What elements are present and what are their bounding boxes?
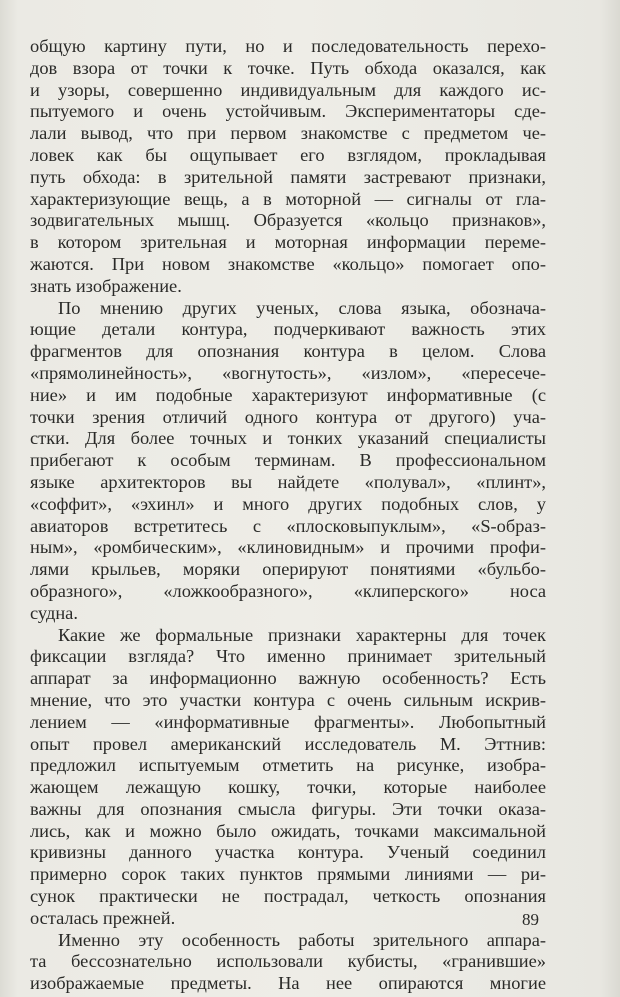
text-line: осталась прежней. [30, 907, 176, 928]
text-line: жаются. При новом знакомстве «кольцо» помогает опо- [30, 253, 546, 274]
text-line: фиксации взгляда? Что именно принимает зрительный [30, 646, 546, 667]
text-line: и узоры, совершенно индивидуальным для каждого ис- [30, 79, 546, 100]
text-line: изображаемые предметы. На нее опираются многие [30, 973, 546, 994]
paragraph-4 [30, 930, 546, 995]
text-line: ным», «ромбическим», «клиновидным» и прочими профи- [30, 537, 546, 558]
text-line: пытуемого и очень устойчивым. Экспериментаторы сде- [30, 101, 546, 122]
page-number: 89 [522, 910, 539, 929]
text-line: аппарат за информационно важную особенность? Есть [30, 668, 546, 689]
paragraph-3 [30, 625, 546, 930]
text-line: ющие детали контура, подчеркивают важность этих [30, 319, 546, 340]
text-line: фрагментов для опознания контура в целом. Слова [30, 341, 546, 362]
text-line: Какие же формальные признаки характерны для точек [58, 624, 546, 645]
text-line: лали вывод, что при первом знакомстве с предметом че- [30, 123, 546, 144]
text-line: «соффит», «эхинл» и много других подобных слов, у [30, 493, 546, 514]
text-line: зодвигательных мышц. Образуется «кольцо признаков», [30, 210, 546, 231]
text-line: важны для опознания смысла фигуры. Эти точки оказа- [30, 798, 546, 819]
text-line: ние» и им подобные характеризуют информативные (с [30, 384, 546, 405]
text-line: кривизны данного участка контура. Ученый соединил [30, 842, 546, 863]
text-line: в котором зрительная и моторная информации переме- [30, 232, 546, 253]
text-line: общую картину пути, но и последовательность перехо- [30, 36, 546, 56]
text-line: та бессознательно использовали кубисты, «гранившие» [30, 951, 546, 972]
text-line: «прямолинейность», «вогнутость», «излом», «пересече- [30, 362, 546, 383]
text-line: характеризующие вещь, а в моторной — сигналы от гла- [30, 188, 546, 209]
text-line: жающем лежащую кошку, точки, которые наиболее [30, 777, 546, 798]
text-line: лями крыльев, моряки оперируют понятиями «бульбо- [30, 559, 546, 580]
text-line: дов взора от точки к точке. Путь обхода оказался, как [30, 57, 546, 78]
text-line: примерно сорок таких пунктов прямыми линиями — ри- [30, 864, 546, 885]
text-line: языке архитекторов вы найдете «полувал», «плинт», [30, 471, 546, 492]
text-line: опыт провел американский исследователь М. Эттнив: [30, 733, 546, 754]
text-line: предложил испытуемым отметить на рисунке, изобра- [30, 755, 546, 776]
text-line: авиаторов встретитесь с «плосковыпуклым», «S-образ- [30, 515, 546, 536]
paragraph-1 [30, 36, 546, 298]
text-line: лением — «информативные фрагменты». Любопытный [30, 711, 546, 732]
text-line: мнение, что это участки контура с очень сильным искрив- [30, 689, 546, 710]
text-line: Именно эту особенность работы зрительного аппара- [58, 929, 546, 950]
body-text [30, 36, 546, 995]
text-line: знать изображение. [30, 275, 182, 296]
paragraph-2 [30, 298, 546, 625]
text-line: лись, как и можно было ожидать, точками максимальной [30, 820, 546, 841]
text-line: точки зрения отличий одного контура от другого) уча- [30, 406, 546, 427]
text-line: сунок практически не пострадал, четкость опознания [30, 886, 546, 907]
text-line: путь обхода: в зрительной памяти застревают признаки, [30, 166, 546, 187]
text-line: стки. Для более точных и тонких указаний специалисты [30, 428, 546, 449]
text-line: ловек как бы ощупывает его взглядом, прокладывая [30, 144, 546, 165]
text-line: прибегают к особым терминам. В профессиональном [30, 450, 546, 471]
text-line: образного», «ложкообразного», «клиперского» носа [30, 580, 546, 601]
text-line: По мнению других ученых, слова языка, обознача- [58, 297, 546, 318]
text-line: судна. [30, 602, 78, 623]
